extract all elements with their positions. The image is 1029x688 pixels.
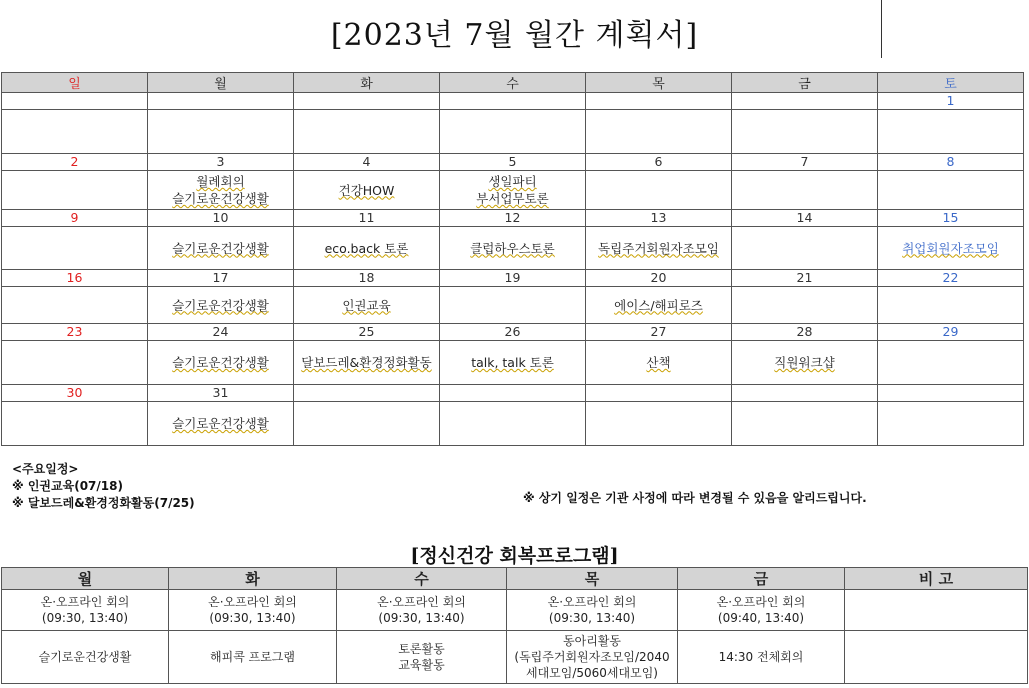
program-cell-line: (09:30, 13:40) xyxy=(41,611,129,625)
day-events-cell xyxy=(294,341,440,385)
program-cell-line: (09:40, 13:40) xyxy=(717,611,805,625)
day-events-cell xyxy=(878,341,1024,385)
weekday-header-mon: 월 xyxy=(148,73,294,93)
date-number: 25 xyxy=(294,324,440,341)
program-title: [정신건강 회복프로그램] xyxy=(410,545,619,567)
program-cell-line: 슬기로운건강생활 xyxy=(38,650,132,664)
weekday-header-fri: 금 xyxy=(732,73,878,93)
day-events-cell xyxy=(2,171,148,210)
date-number: 10 xyxy=(148,210,294,227)
date-number xyxy=(586,385,732,402)
date-number: 7 xyxy=(732,154,878,171)
day-events-cell xyxy=(440,341,586,385)
day-events-cell xyxy=(732,171,878,210)
date-number xyxy=(2,93,148,110)
date-number: 22 xyxy=(878,270,1024,287)
week-date-row xyxy=(2,270,1024,287)
day-events-cell xyxy=(294,287,440,324)
date-number: 2 xyxy=(2,154,148,171)
day-events-cell xyxy=(440,171,586,210)
date-number: 8 xyxy=(878,154,1024,171)
date-number xyxy=(732,385,878,402)
weekday-header-sat: 토 xyxy=(878,73,1024,93)
day-events-cell xyxy=(148,341,294,385)
day-events-cell xyxy=(148,110,294,154)
event-label: 인권교육 xyxy=(342,297,391,313)
program-cell xyxy=(169,631,337,684)
event-label: 클럽하우스토론 xyxy=(470,240,555,256)
week-event-row xyxy=(2,402,1024,446)
event-label: 독립주거회원자조모임 xyxy=(598,240,719,256)
event-label: 산책 xyxy=(646,355,671,370)
program-header-tue: 화 xyxy=(169,568,337,590)
day-events-cell xyxy=(148,227,294,270)
program-cell xyxy=(678,631,845,684)
note-item: ※ 달보드레&환경정화활동(7/25) xyxy=(12,496,195,510)
day-events-cell xyxy=(586,287,732,324)
day-events-cell xyxy=(732,402,878,446)
day-events-cell xyxy=(586,110,732,154)
program-cell-line: 온·오프라인 회의 xyxy=(716,595,806,609)
date-number: 17 xyxy=(148,270,294,287)
date-number xyxy=(294,93,440,110)
event-label: 슬기로운건강생활 xyxy=(172,240,269,256)
program-cell-line: 온·오프라인 회의 xyxy=(40,595,130,609)
note-item: ※ 인권교육(07/18) xyxy=(12,479,123,493)
event-label: eco.back 토론 xyxy=(324,240,409,256)
page-title: [2023년 7월 월간 계획서] xyxy=(330,18,699,53)
program-cell-line: (09:30, 13:40) xyxy=(378,611,465,625)
event-label: 직원워크샵 xyxy=(774,355,835,370)
event-label: 슬기로운건강생활 xyxy=(172,416,269,431)
date-number: 30 xyxy=(2,385,148,402)
event-label: 건강HOW xyxy=(338,182,395,198)
program-cell xyxy=(337,631,507,684)
date-number: 16 xyxy=(2,270,148,287)
date-number: 12 xyxy=(440,210,586,227)
notes-heading: <주요일정> xyxy=(12,462,79,476)
date-number xyxy=(440,93,586,110)
event-label: talk, talk 토론 xyxy=(471,355,554,370)
day-events-cell xyxy=(148,402,294,446)
program-cell-line: (09:30, 13:40) xyxy=(209,611,296,625)
program-cell-line: (독립주거회원자조모임/2040 xyxy=(514,650,670,664)
program-cell-line: 14:30 전체회의 xyxy=(718,650,804,664)
date-number: 26 xyxy=(440,324,586,341)
day-events-cell xyxy=(586,341,732,385)
weekday-header-wed: 수 xyxy=(440,73,586,93)
day-events-cell xyxy=(586,402,732,446)
day-events-cell xyxy=(732,227,878,270)
week-date-row xyxy=(2,93,1024,110)
program-cell xyxy=(845,590,1028,631)
day-events-cell xyxy=(878,402,1024,446)
program-header-remarks: 비 고 xyxy=(845,568,1028,590)
program-cell-line: 세대모임/5060세대모임) xyxy=(525,666,658,680)
week-event-row xyxy=(2,171,1024,210)
date-number: 20 xyxy=(586,270,732,287)
day-events-cell xyxy=(440,110,586,154)
event-label: 슬기로운건강생활 xyxy=(172,355,269,370)
date-number: 19 xyxy=(440,270,586,287)
date-number xyxy=(148,93,294,110)
event-label: 슬기로운건강생활 xyxy=(172,191,269,206)
date-number xyxy=(586,93,732,110)
program-cell xyxy=(678,590,845,631)
program-cell xyxy=(2,631,169,684)
day-events-cell xyxy=(2,287,148,324)
date-number: 3 xyxy=(148,154,294,171)
program-cell-line: 교육활동 xyxy=(398,658,445,672)
recovery-program-table xyxy=(1,567,1028,684)
program-cell-line: 토론활동 xyxy=(398,642,445,656)
date-number xyxy=(440,385,586,402)
program-header-fri: 금 xyxy=(678,568,845,590)
program-cell-line: 해피콕 프로그램 xyxy=(210,650,295,664)
date-number: 29 xyxy=(878,324,1024,341)
program-cell xyxy=(2,590,169,631)
program-header-thu: 목 xyxy=(507,568,678,590)
program-header-wed: 수 xyxy=(337,568,507,590)
date-number: 21 xyxy=(732,270,878,287)
date-number xyxy=(294,385,440,402)
monthly-calendar xyxy=(1,72,1024,446)
day-events-cell xyxy=(878,110,1024,154)
program-cell-line: 온·오프라인 회의 xyxy=(547,595,637,609)
day-events-cell xyxy=(440,287,586,324)
day-events-cell xyxy=(294,402,440,446)
date-number: 4 xyxy=(294,154,440,171)
day-events-cell xyxy=(586,171,732,210)
program-cell xyxy=(337,590,507,631)
program-cell xyxy=(507,631,678,684)
date-number: 27 xyxy=(586,324,732,341)
week-event-row xyxy=(2,287,1024,324)
date-number: 13 xyxy=(586,210,732,227)
date-number: 1 xyxy=(878,93,1024,110)
program-cell-line: 동아리활동 xyxy=(563,634,621,648)
date-number: 24 xyxy=(148,324,294,341)
week-event-row xyxy=(2,341,1024,385)
weekday-header-sun: 일 xyxy=(2,73,148,93)
day-events-cell xyxy=(294,110,440,154)
weekday-header-tue: 화 xyxy=(294,73,440,93)
program-cell xyxy=(845,631,1028,684)
day-events-cell xyxy=(440,402,586,446)
day-events-cell xyxy=(2,402,148,446)
day-events-cell xyxy=(148,171,294,210)
day-events-cell xyxy=(878,287,1024,324)
day-events-cell xyxy=(2,110,148,154)
week-event-row xyxy=(2,110,1024,154)
event-label: 부서업무토론 xyxy=(476,191,549,206)
event-label: 에이스/해피로즈 xyxy=(614,297,703,313)
day-events-cell xyxy=(440,227,586,270)
program-cell xyxy=(507,590,678,631)
program-cell-line: 온·오프라인 회의 xyxy=(208,595,297,609)
date-number: 28 xyxy=(732,324,878,341)
day-events-cell xyxy=(732,287,878,324)
week-event-row xyxy=(2,227,1024,270)
program-header-mon: 월 xyxy=(2,568,169,590)
day-events-cell xyxy=(294,227,440,270)
date-number: 31 xyxy=(148,385,294,402)
header-divider xyxy=(881,0,882,58)
event-label: 생일파티 xyxy=(488,174,537,189)
date-number xyxy=(878,385,1024,402)
date-number: 5 xyxy=(440,154,586,171)
event-label: 취업회원자조모임 xyxy=(902,240,999,256)
week-date-row xyxy=(2,154,1024,171)
day-events-cell xyxy=(878,171,1024,210)
program-cell-line: 온·오프라인 회의 xyxy=(377,595,466,609)
schedule-change-notice: ※ 상기 일정은 기관 사정에 따라 변경될 수 있음을 알리드립니다. xyxy=(523,491,867,505)
day-events-cell xyxy=(2,227,148,270)
day-events-cell xyxy=(732,110,878,154)
program-cell-line: (09:30, 13:40) xyxy=(548,611,636,625)
event-label: 달보드레&환경정화활동 xyxy=(301,355,432,370)
event-label: 슬기로운건강생활 xyxy=(172,297,269,313)
date-number: 11 xyxy=(294,210,440,227)
program-row xyxy=(2,590,1028,631)
date-number xyxy=(732,93,878,110)
day-events-cell xyxy=(732,341,878,385)
day-events-cell xyxy=(2,341,148,385)
date-number: 23 xyxy=(2,324,148,341)
program-cell xyxy=(169,590,337,631)
week-date-row xyxy=(2,210,1024,227)
date-number: 18 xyxy=(294,270,440,287)
week-date-row xyxy=(2,324,1024,341)
date-number: 6 xyxy=(586,154,732,171)
event-label: 월례회의 xyxy=(196,174,245,189)
date-number: 9 xyxy=(2,210,148,227)
key-schedule-notes xyxy=(12,461,195,512)
date-number: 14 xyxy=(732,210,878,227)
weekday-header-thu: 목 xyxy=(586,73,732,93)
week-date-row xyxy=(2,385,1024,402)
day-events-cell xyxy=(148,287,294,324)
day-events-cell xyxy=(878,227,1024,270)
date-number: 15 xyxy=(878,210,1024,227)
day-events-cell xyxy=(586,227,732,270)
program-row xyxy=(2,631,1028,684)
day-events-cell xyxy=(294,171,440,210)
